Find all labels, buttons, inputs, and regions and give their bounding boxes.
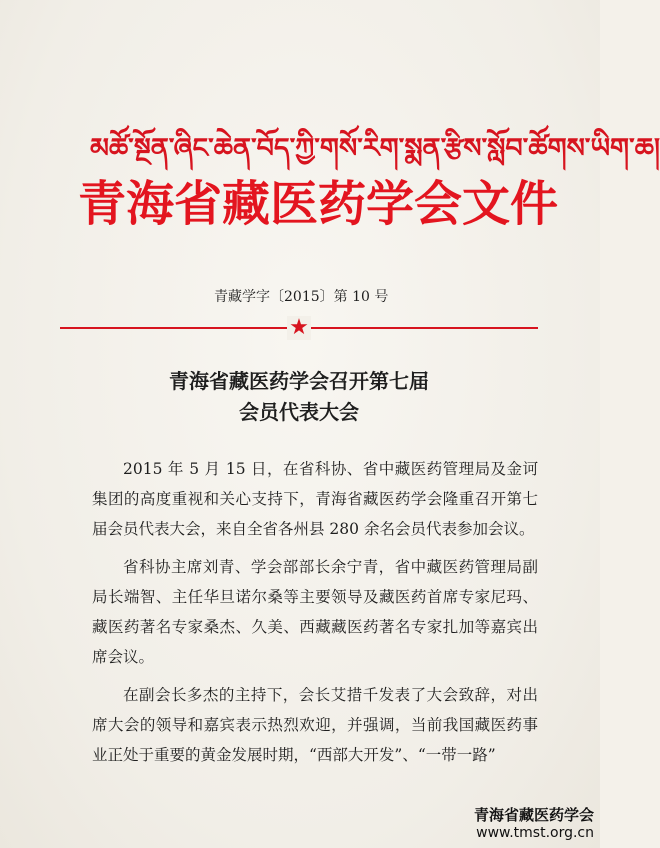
site-watermark [434,806,594,842]
document-number: 青藏学字〔2015〕第 10 号 [214,289,389,305]
article-headline [60,366,538,428]
headline-line-2: 会员代表大会 [239,400,359,424]
watermark-name: 青海省藏医药学会 [473,806,594,824]
headline-line-1: 青海省藏医药学会召开第七届 [169,369,429,393]
document-title: 青海省藏医药学会文件 [78,176,559,232]
article-body [92,454,538,778]
paragraph-2: 省科协主席刘青、学会部部长余宁青，省中藏医药管理局副局长端智、主任华旦诺尔桑等主要领导及藏医药首席专家尼玛、藏医药著名专家桑杰、久美、西藏藏医药著名专家扎加等嘉宾出席会议。 [92,558,538,666]
paragraph-1: 2015 年 5 月 15 日，在省科协、省中藏医药管理局及金诃集团的高度重视和关心支持下，青海省藏医药学会隆重召开第七届会员代表大会，来自全省各州县 280 余名会员代表参加会议。 [92,460,538,538]
watermark-url: www.tmst.org.cn [476,825,594,841]
tibetan-title: མཚོ་སྔོན་ཞིང་ཆེན་བོད་ཀྱི་གསོ་རིག་སྨན་རྩིས་སློབ་ཚོགས་ཡིག་ཆ། [90,133,660,164]
star-icon: ★ [287,316,311,340]
paragraph-3: 在副会长多杰的主持下，会长艾措千发表了大会致辞，对出席大会的领导和嘉宾表示热烈欢迎，并强调，当前我国藏医药事业正处于重要的黄金发展时期，“西部大开发”、“一带一路” [92,686,538,764]
